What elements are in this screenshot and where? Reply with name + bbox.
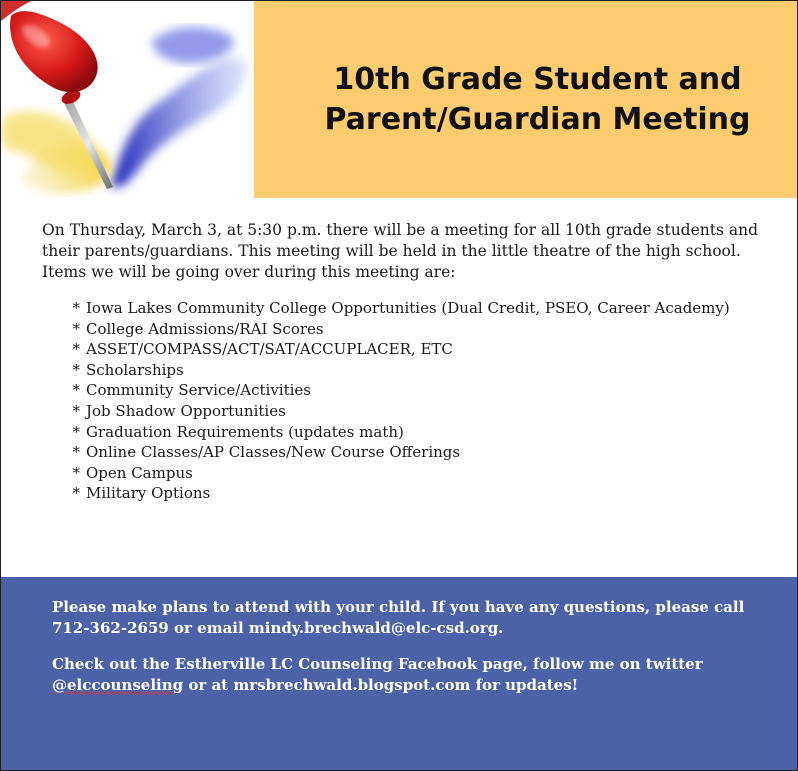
list-item [60, 298, 730, 319]
list-item-text: ASSET/COMPASS/ACT/SAT/ACCUPLACER, ETC [86, 340, 453, 359]
bullet-star: * [72, 484, 80, 503]
bullet-star: * [72, 463, 80, 482]
list-item [60, 401, 730, 422]
title-line-2: Parent/Guardian Meeting [324, 101, 751, 137]
list-item-text: Community Service/Activities [86, 381, 311, 400]
social-text-start: Check out the Estherville LC Counseling Facebook page, follow me on twitter [52, 655, 703, 673]
bullet-star: * [72, 360, 80, 379]
bullet-star: * [72, 422, 80, 441]
list-item [60, 380, 730, 401]
twitter-handle: @elccounseling [52, 675, 184, 694]
contact-paragraph: Please make plans to attend with your child. If you have any questions, please call 712-362-2659 or email mindy.brechwald@elc-csd.org. [52, 598, 745, 637]
bullet-star: * [72, 381, 80, 400]
list-item-text: Job Shadow Opportunities [86, 401, 286, 420]
social-paragraph [52, 654, 752, 695]
list-item-text: Military Options [86, 484, 211, 503]
list-item [60, 483, 730, 504]
list-item-text: Online Classes/AP Classes/New Course Offerings [86, 443, 461, 462]
list-item-text: Scholarships [86, 360, 184, 379]
social-text-end: or at mrsbrechwald.blogspot.com for updates! [183, 675, 579, 694]
intro-paragraph: On Thursday, March 3, at 5:30 p.m. there will be a meeting for all 10th grade students and their parents/guardians. This meeting will be held in the little theatre of the high school. Items we will be going over during this meeting are: [42, 221, 759, 281]
title-banner [254, 1, 797, 198]
footer-banner [1, 577, 797, 770]
page-title [324, 60, 750, 140]
bullet-star: * [72, 340, 80, 359]
list-item-text: College Admissions/RAI Scores [86, 319, 324, 338]
bullet-star: * [72, 299, 80, 317]
list-item [60, 339, 730, 360]
bullet-star: * [72, 319, 80, 338]
list-item [60, 442, 730, 463]
list-item-text: Graduation Requirements (updates math) [86, 422, 404, 441]
list-item [60, 463, 730, 484]
list-item-text: Iowa Lakes Community College Opportunities (Dual Credit, PSEO, Career Academy) [86, 299, 730, 317]
pushpin-icon [1, 1, 254, 199]
list-item [60, 360, 730, 381]
list-item-text: Open Campus [86, 463, 193, 482]
title-line-1: 10th Grade Student and [333, 61, 742, 97]
topic-list [60, 298, 730, 504]
bullet-star: * [72, 443, 80, 462]
list-item [60, 319, 730, 340]
list-item [60, 422, 730, 443]
bullet-star: * [72, 401, 80, 420]
